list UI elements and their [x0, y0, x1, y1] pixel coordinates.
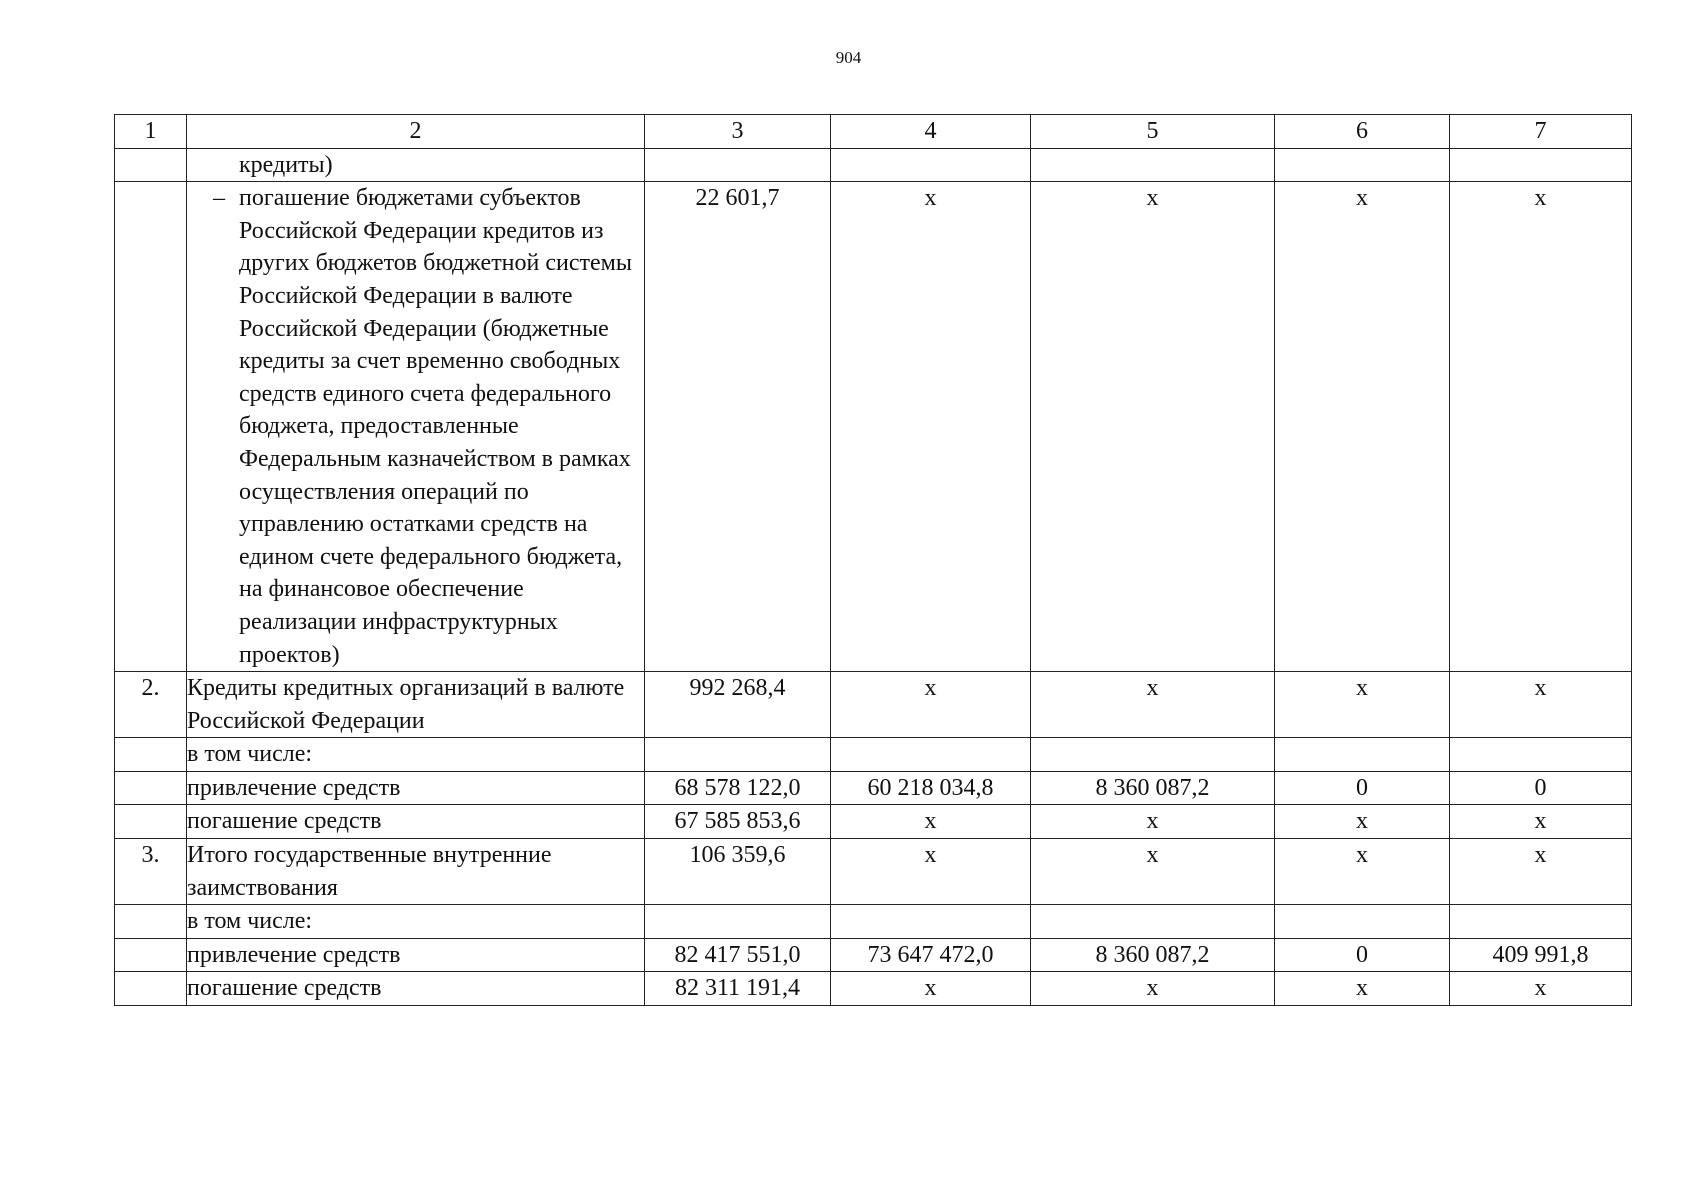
column-header: 7 [1450, 115, 1632, 149]
value-cell: 8 360 087,2 [1031, 771, 1275, 805]
value-cell: х [1450, 672, 1632, 738]
value-cell [831, 148, 1031, 182]
row-number-cell [115, 738, 187, 772]
row-number-cell [115, 972, 187, 1006]
row-name-text: в том числе: [187, 741, 313, 768]
table-row [115, 839, 1632, 905]
table-row [115, 972, 1632, 1006]
value-cell: 0 [1450, 771, 1632, 805]
row-name-text: погашение средств [187, 975, 382, 1002]
row-name-text: погашение средств [187, 808, 382, 835]
value-cell: 73 647 472,0 [831, 938, 1031, 972]
value-cell [1275, 905, 1450, 939]
column-header: 3 [645, 115, 831, 149]
value-cell: 22 601,7 [645, 182, 831, 672]
table-row [115, 182, 1632, 672]
table-row [115, 905, 1632, 939]
value-cell: 0 [1275, 771, 1450, 805]
value-cell: х [1275, 672, 1450, 738]
value-cell: 992 268,4 [645, 672, 831, 738]
value-cell: х [1275, 972, 1450, 1006]
value-cell: х [831, 805, 1031, 839]
value-cell: 68 578 122,0 [645, 771, 831, 805]
value-cell: х [1031, 972, 1275, 1006]
row-name-cell [187, 672, 645, 738]
value-cell: х [831, 839, 1031, 905]
value-cell: х [1275, 182, 1450, 672]
page-number: 904 [835, 48, 862, 67]
value-cell [831, 738, 1031, 772]
table-row [115, 771, 1632, 805]
value-cell: 409 991,8 [1450, 938, 1632, 972]
value-cell [1031, 148, 1275, 182]
value-cell: х [1031, 839, 1275, 905]
value-cell [1275, 148, 1450, 182]
row-name-text: в том числе: [187, 908, 313, 935]
row-number-cell: 2. [115, 672, 187, 738]
column-header: 5 [1031, 115, 1275, 149]
column-header: 6 [1275, 115, 1450, 149]
column-header: 2 [187, 115, 645, 149]
value-cell: х [1450, 972, 1632, 1006]
table-row [115, 805, 1632, 839]
row-name-text: погашение бюджетами субъектов Российской Федерации кредитов из других бюджетов бюджетной системы Российской Федерации в валюте Российской Федерации (бюджетные кредиты за счет временно свободных средств единого счета федерального бюджета, предоставленные Федеральным казначейством в рамках осуществления операций по управлению остатками средств на едином счете федерального бюджета, на финансовое обеспечение реализации инфраструктурных проектов) [239, 185, 632, 668]
borrowings-table [114, 114, 1632, 1006]
row-number-cell [115, 938, 187, 972]
value-cell: х [1275, 805, 1450, 839]
row-name-cell [187, 771, 645, 805]
value-cell [1450, 905, 1632, 939]
value-cell: 0 [1275, 938, 1450, 972]
row-name-text: Итого государственные внутренние заимствования [187, 842, 552, 901]
value-cell: х [1450, 839, 1632, 905]
value-cell: х [1450, 182, 1632, 672]
value-cell [1450, 738, 1632, 772]
row-name-cell [187, 938, 645, 972]
row-name-cell [187, 182, 645, 672]
table-row [115, 938, 1632, 972]
row-number-cell [115, 148, 187, 182]
value-cell: х [1275, 839, 1450, 905]
value-cell [645, 148, 831, 182]
column-header: 4 [831, 115, 1031, 149]
row-number-cell [115, 805, 187, 839]
table-row [115, 672, 1632, 738]
row-name-text: Кредиты кредитных организаций в валюте Российской Федерации [187, 675, 625, 734]
row-name-cell [187, 148, 645, 182]
row-name-text: кредиты) [239, 151, 333, 178]
column-header: 1 [115, 115, 187, 149]
row-number-cell: 3. [115, 839, 187, 905]
table-row [115, 148, 1632, 182]
row-name-cell [187, 738, 645, 772]
row-number-cell [115, 182, 187, 672]
value-cell: х [831, 972, 1031, 1006]
value-cell [1275, 738, 1450, 772]
value-cell: х [1450, 805, 1632, 839]
table-row [115, 738, 1632, 772]
row-name-cell [187, 905, 645, 939]
table-header-row [115, 115, 1632, 149]
row-name-text: привлечение средств [187, 941, 401, 968]
value-cell: х [1031, 672, 1275, 738]
value-cell: 67 585 853,6 [645, 805, 831, 839]
value-cell: х [831, 672, 1031, 738]
row-name-text: привлечение средств [187, 774, 401, 801]
value-cell: 106 359,6 [645, 839, 831, 905]
value-cell: 82 417 551,0 [645, 938, 831, 972]
value-cell [1031, 738, 1275, 772]
value-cell: х [1031, 182, 1275, 672]
value-cell: х [831, 182, 1031, 672]
list-dash: – [213, 185, 225, 212]
value-cell [831, 905, 1031, 939]
value-cell [645, 738, 831, 772]
row-number-cell [115, 905, 187, 939]
value-cell: х [1031, 805, 1275, 839]
value-cell: 82 311 191,4 [645, 972, 831, 1006]
value-cell: 8 360 087,2 [1031, 938, 1275, 972]
value-cell [1031, 905, 1275, 939]
row-name-cell [187, 805, 645, 839]
value-cell [1450, 148, 1632, 182]
row-number-cell [115, 771, 187, 805]
row-name-cell [187, 839, 645, 905]
value-cell [645, 905, 831, 939]
value-cell: 60 218 034,8 [831, 771, 1031, 805]
row-name-cell [187, 972, 645, 1006]
